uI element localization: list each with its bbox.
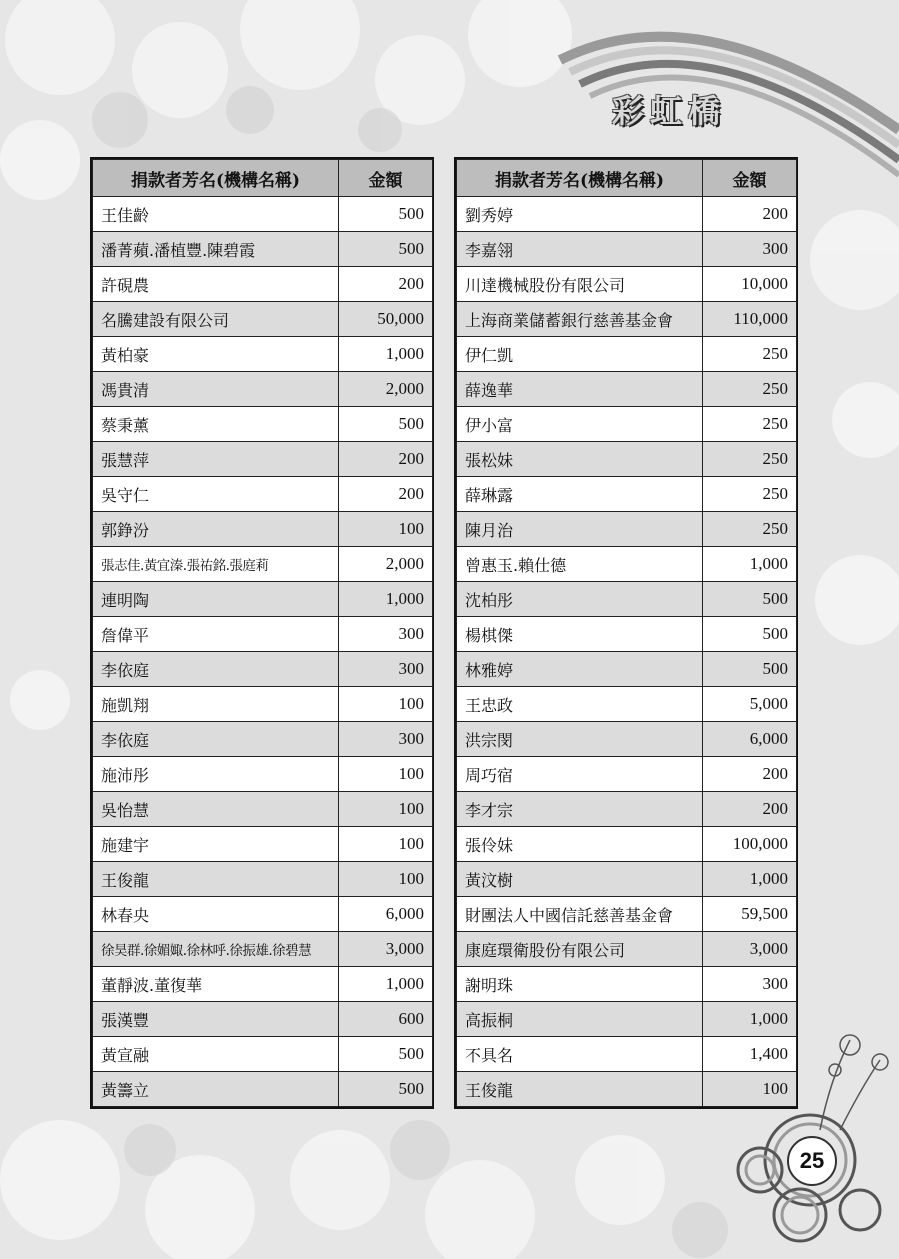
donor-name: 黃汶樹	[457, 862, 703, 897]
table-row	[457, 757, 797, 792]
donation-amount: 100	[339, 512, 433, 547]
donation-amount: 250	[703, 407, 797, 442]
donor-name: 黃籌立	[93, 1072, 339, 1107]
donor-name: 張松妹	[457, 442, 703, 477]
table-row	[457, 862, 797, 897]
table-row	[457, 512, 797, 547]
donation-amount: 3,000	[339, 932, 433, 967]
donation-amount: 500	[703, 652, 797, 687]
table-row	[457, 687, 797, 722]
donor-name: 馮貴清	[93, 372, 339, 407]
donor-name: 王忠政	[457, 687, 703, 722]
donation-amount: 6,000	[703, 722, 797, 757]
donor-name: 劉秀婷	[457, 197, 703, 232]
masthead-title: 彩虹橋	[612, 92, 727, 130]
table-row	[93, 1037, 433, 1072]
donor-name: 黃柏豪	[93, 337, 339, 372]
donor-name: 高振桐	[457, 1002, 703, 1037]
table-row	[93, 862, 433, 897]
donation-amount: 300	[703, 967, 797, 1002]
donation-amount: 1,000	[703, 547, 797, 582]
donation-amount: 500	[339, 197, 433, 232]
table-row	[93, 827, 433, 862]
donor-name: 蔡秉薰	[93, 407, 339, 442]
donor-name: 沈柏彤	[457, 582, 703, 617]
donation-amount: 59,500	[703, 897, 797, 932]
donation-amount: 6,000	[339, 897, 433, 932]
donor-name: 施沛彤	[93, 757, 339, 792]
donation-amount: 1,400	[703, 1037, 797, 1072]
table-row	[93, 407, 433, 442]
table-row	[457, 477, 797, 512]
donation-amount: 3,000	[703, 932, 797, 967]
donation-amount: 100	[339, 687, 433, 722]
donation-amount: 100,000	[703, 827, 797, 862]
donor-name: 財團法人中國信託慈善基金會	[457, 897, 703, 932]
donation-amount: 50,000	[339, 302, 433, 337]
donation-amount: 500	[703, 582, 797, 617]
table-row	[457, 827, 797, 862]
header-amount: 金額	[703, 160, 797, 197]
donation-amount: 250	[703, 372, 797, 407]
table-row	[457, 1002, 797, 1037]
donation-amount: 10,000	[703, 267, 797, 302]
table-row	[457, 337, 797, 372]
table-row	[93, 232, 433, 267]
donation-amount: 1,000	[339, 967, 433, 1002]
donation-amount: 1,000	[703, 862, 797, 897]
table-row	[457, 547, 797, 582]
table-row	[457, 372, 797, 407]
donor-name: 曾惠玉.賴仕德	[457, 547, 703, 582]
donation-amount: 1,000	[703, 1002, 797, 1037]
donation-amount: 500	[339, 1037, 433, 1072]
table-row	[457, 722, 797, 757]
table-row	[457, 1072, 797, 1107]
donor-name: 李嘉翎	[457, 232, 703, 267]
donation-amount: 500	[339, 1072, 433, 1107]
table-row	[457, 897, 797, 932]
donation-amount: 200	[339, 442, 433, 477]
donation-amount: 500	[339, 407, 433, 442]
donor-name: 伊仁凱	[457, 337, 703, 372]
donation-amount: 100	[339, 792, 433, 827]
donation-amount: 100	[339, 827, 433, 862]
donation-amount: 200	[339, 267, 433, 302]
table-row	[457, 967, 797, 1002]
table-row	[457, 1037, 797, 1072]
table-row	[457, 792, 797, 827]
table-row	[93, 547, 433, 582]
donation-amount: 300	[703, 232, 797, 267]
table-row	[93, 757, 433, 792]
donor-name: 潘菁蘋.潘植豐.陳碧霞	[93, 232, 339, 267]
donor-name: 洪宗閔	[457, 722, 703, 757]
donor-name: 郭錚汾	[93, 512, 339, 547]
donor-table-left	[90, 157, 434, 1109]
table-row	[93, 1002, 433, 1037]
table-row	[93, 652, 433, 687]
donation-amount: 300	[339, 652, 433, 687]
donation-amount: 200	[703, 792, 797, 827]
donor-name: 詹偉平	[93, 617, 339, 652]
table-row	[457, 197, 797, 232]
donation-amount: 600	[339, 1002, 433, 1037]
donor-name: 康庭環衛股份有限公司	[457, 932, 703, 967]
donor-name: 伊小富	[457, 407, 703, 442]
donor-table-right	[454, 157, 798, 1109]
donor-name: 張慧萍	[93, 442, 339, 477]
donor-name: 王俊龍	[93, 862, 339, 897]
donor-name: 吳守仁	[93, 477, 339, 512]
donor-name: 川達機械股份有限公司	[457, 267, 703, 302]
donation-amount: 1,000	[339, 582, 433, 617]
donation-amount: 2,000	[339, 372, 433, 407]
donor-name: 上海商業儲蓄銀行慈善基金會	[457, 302, 703, 337]
donor-name: 林雅婷	[457, 652, 703, 687]
donor-name: 名騰建設有限公司	[93, 302, 339, 337]
table-row	[93, 267, 433, 302]
donation-amount: 200	[703, 757, 797, 792]
table-row	[457, 932, 797, 967]
table-row	[93, 932, 433, 967]
donor-name: 薛逸華	[457, 372, 703, 407]
table-row	[93, 302, 433, 337]
donor-name: 周巧宿	[457, 757, 703, 792]
donor-name: 張漢豐	[93, 1002, 339, 1037]
donation-amount: 100	[339, 862, 433, 897]
table-row	[93, 372, 433, 407]
table-row	[457, 652, 797, 687]
donor-name: 張伶妹	[457, 827, 703, 862]
table-row	[93, 617, 433, 652]
donor-name: 施凱翔	[93, 687, 339, 722]
table-row	[457, 267, 797, 302]
table-row	[93, 687, 433, 722]
donation-amount: 250	[703, 477, 797, 512]
table-row	[93, 477, 433, 512]
header-amount: 金額	[339, 160, 433, 197]
donation-amount: 500	[703, 617, 797, 652]
donation-amount: 200	[339, 477, 433, 512]
donor-name: 薛琳露	[457, 477, 703, 512]
donation-amount: 2,000	[339, 547, 433, 582]
donor-name: 徐昊群.徐媚娵.徐林呼.徐振雄.徐碧慧	[93, 932, 339, 967]
table-row	[93, 582, 433, 617]
table-row	[457, 302, 797, 337]
donation-amount: 5,000	[703, 687, 797, 722]
donor-name: 王佳齡	[93, 197, 339, 232]
donation-amount: 250	[703, 337, 797, 372]
donor-name: 許硯農	[93, 267, 339, 302]
header-donor-name: 捐款者芳名(機構名稱)	[457, 160, 703, 197]
table-row	[457, 407, 797, 442]
donation-amount: 500	[339, 232, 433, 267]
header-donor-name: 捐款者芳名(機構名稱)	[93, 160, 339, 197]
table-row	[93, 967, 433, 1002]
donor-name: 不具名	[457, 1037, 703, 1072]
donor-name: 董靜波.董復華	[93, 967, 339, 1002]
table-row	[93, 337, 433, 372]
table-row	[93, 1072, 433, 1107]
table-row	[93, 792, 433, 827]
donor-name: 吳怡慧	[93, 792, 339, 827]
donor-name: 黃宣融	[93, 1037, 339, 1072]
page-number: 25	[787, 1136, 837, 1186]
donation-amount: 250	[703, 442, 797, 477]
donation-amount: 100	[703, 1072, 797, 1107]
donor-name: 連明陶	[93, 582, 339, 617]
table-row	[93, 897, 433, 932]
donor-name: 謝明珠	[457, 967, 703, 1002]
donor-name: 張志佳.黃宜溱.張祐銘.張庭莉	[93, 547, 339, 582]
donor-name: 陳月治	[457, 512, 703, 547]
donation-amount: 300	[339, 617, 433, 652]
donation-amount: 100	[339, 757, 433, 792]
table-row	[457, 582, 797, 617]
donor-name: 李才宗	[457, 792, 703, 827]
donor-name: 林春央	[93, 897, 339, 932]
table-row	[93, 512, 433, 547]
donation-amount: 300	[339, 722, 433, 757]
donation-amount: 200	[703, 197, 797, 232]
donation-amount: 250	[703, 512, 797, 547]
donor-name: 王俊龍	[457, 1072, 703, 1107]
donor-name: 楊棋傑	[457, 617, 703, 652]
table-row	[457, 232, 797, 267]
donor-name: 李依庭	[93, 722, 339, 757]
table-row	[457, 442, 797, 477]
table-row	[457, 617, 797, 652]
table-row	[93, 722, 433, 757]
table-row	[93, 197, 433, 232]
table-row	[93, 442, 433, 477]
donor-name: 李依庭	[93, 652, 339, 687]
donor-name: 施建宇	[93, 827, 339, 862]
donation-amount: 1,000	[339, 337, 433, 372]
donation-amount: 110,000	[703, 302, 797, 337]
